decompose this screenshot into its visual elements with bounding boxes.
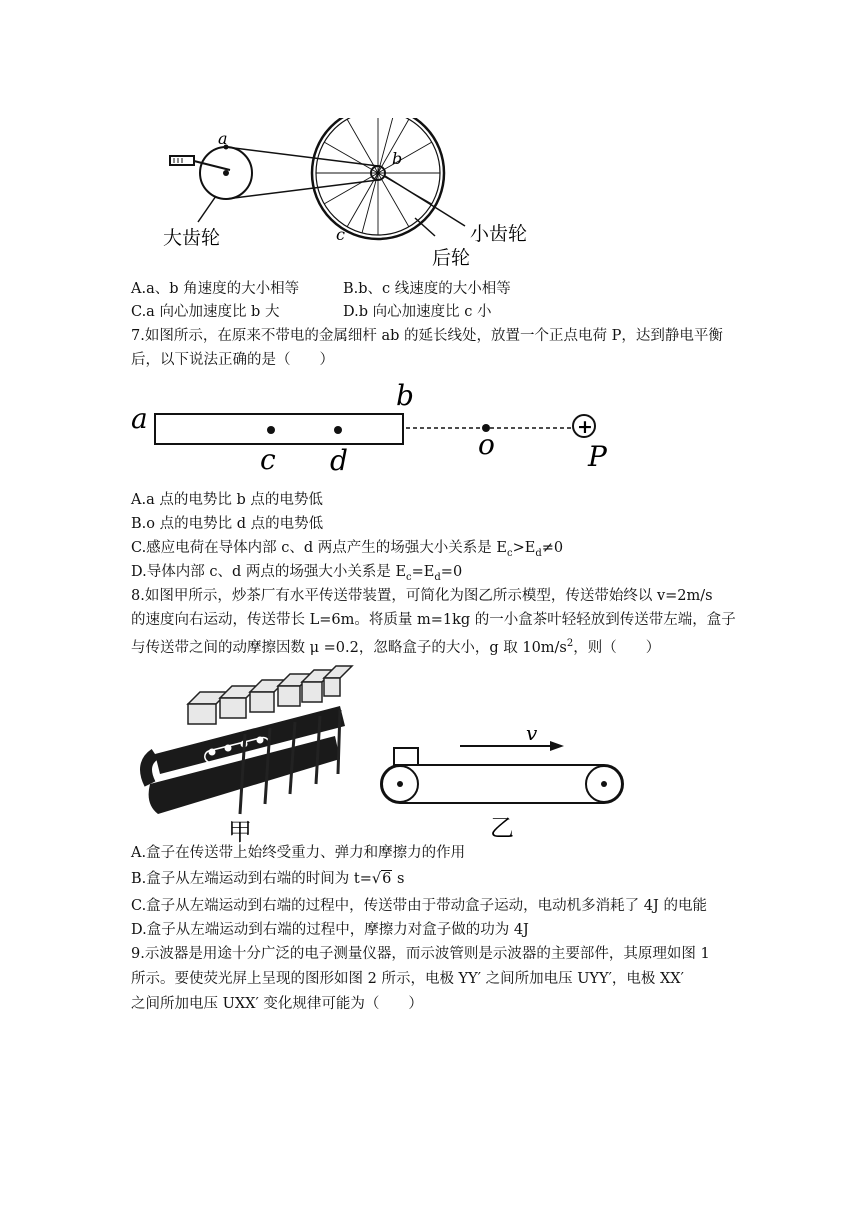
q7-option-d	[131, 562, 462, 588]
q9-stem-line3: 之间所加电压 UXX′ 变化规律可能为（ ）	[131, 996, 423, 1012]
sub-c: c	[507, 547, 513, 559]
q8-stem-line3-end: ，则（ ）	[573, 639, 661, 656]
q7-option-a: A.a 点的电势比 b 点的电势低	[131, 492, 323, 508]
q6-option-a: A.a、b 角速度的大小相等	[131, 281, 300, 297]
superscript-2: 2	[566, 638, 574, 649]
figure-label-jia: 甲	[228, 818, 252, 844]
q7-option-d-text: D.导体内部 c、d 两点的场强大小关系是 E	[131, 564, 407, 580]
q7-option-d-end: =0	[440, 564, 463, 580]
q8-option-b-text: B.盒子从左端运动到右端的时间为 t=	[131, 871, 372, 887]
q8-stem-line3-text: 与传送带之间的动摩擦因数 μ =0.2，忽略盒子的大小，g 取 10m/s	[131, 639, 567, 656]
q6-option-c: C.a 向心加速度比 b 大	[131, 304, 280, 320]
label-small-gear: 小齿轮	[470, 223, 528, 245]
q9-stem-line1: 9.示波器是用途十分广泛的电子测量仪器，而示波管则是示波器的主要部件，其原理如图 1	[131, 946, 710, 962]
sub-d: d	[434, 571, 441, 583]
q8-stem-line1: 8.如图甲所示，炒茶厂有水平传送带装置，可简化为图乙所示模型，传送带始终以 v=2m/s	[131, 588, 713, 604]
rod-label-d: d	[330, 444, 348, 477]
rod-label-a: a	[131, 402, 148, 435]
q7-option-b: B.o 点的电势比 d 点的电势低	[131, 516, 324, 532]
bicycle-gear-figure	[160, 118, 540, 278]
q8-option-c: C.盒子从左端运动到右端的过程中，传送带由于带动盒子运动，电动机多消耗了 4J 的电能	[131, 898, 707, 914]
point-label-o: o	[478, 428, 495, 461]
label-b: b	[392, 149, 403, 168]
rod-label-c: c	[260, 443, 276, 476]
sqrt-radicand: 6	[382, 871, 392, 887]
q8-option-b-unit: s	[392, 871, 405, 887]
q8-option-d: D.盒子从左端运动到右端的过程中，摩擦力对盒子做的功为 4J	[131, 922, 529, 938]
sub-d: d	[535, 547, 542, 559]
q7-option-d-mid: =E	[411, 564, 435, 580]
charge-label-p: P	[588, 440, 607, 473]
q6-option-b: B.b、c 线速度的大小相等	[343, 281, 511, 297]
conveyor-model-yi	[378, 712, 628, 842]
charge-plus: +	[577, 416, 593, 438]
q8-stem-line2: 的速度向右运动，传送带长 L=6m。将质量 m=1kg 的一小盒茶叶轻轻放到传送带左端，盒子	[131, 612, 736, 628]
figure-label-yi: 乙	[490, 814, 514, 842]
label-big-gear: 大齿轮	[163, 227, 221, 249]
q7-stem-line2: 后，以下说法正确的是（ ）	[131, 352, 334, 368]
q8-option-b	[131, 869, 404, 889]
conveyor-photo-jia	[140, 664, 360, 844]
q7-option-c-mid: >E	[512, 540, 536, 556]
sqrt-symbol: √6	[371, 871, 392, 887]
q8-stem-line3	[131, 634, 660, 658]
velocity-label-v: v	[526, 721, 538, 745]
q7-stem-line1: 7.如图所示，在原来不带电的金属细杆 ab 的延长线处，放置一个正点电荷 P，达到静电平衡	[131, 328, 723, 344]
q7-option-c-end: ≠0	[541, 540, 564, 556]
q7-option-c-text: C.感应电荷在导体内部 c、d 两点产生的场强大小关系是 E	[131, 540, 507, 556]
rod-label-b: b	[396, 379, 414, 412]
label-rear-wheel: 后轮	[432, 247, 471, 269]
q7-option-c	[131, 538, 563, 564]
label-a: a	[218, 129, 228, 148]
sub-c: c	[406, 571, 412, 583]
rod-charge-figure	[128, 378, 618, 488]
q8-option-a: A.盒子在传送带上始终受重力、弹力和摩擦力的作用	[131, 845, 466, 861]
q9-stem-line2: 所示。要使荧光屏上呈现的图形如图 2 所示，电极 YY′ 之间所加电压 UYY′，电极 XX′	[131, 971, 684, 987]
label-c: c	[336, 225, 345, 244]
q6-option-d: D.b 向心加速度比 c 小	[343, 304, 492, 320]
